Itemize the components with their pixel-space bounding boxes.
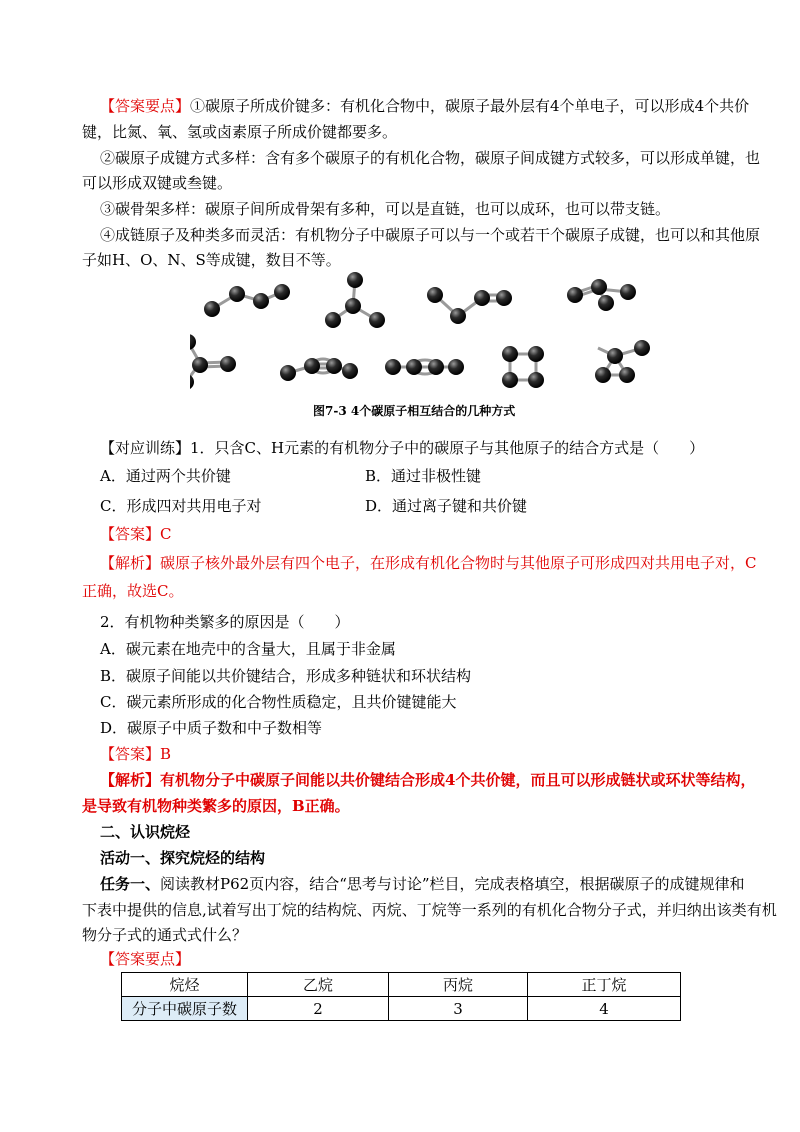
q1-tag: 【对应训练】 [100, 439, 191, 457]
table-cell: 4 [528, 997, 681, 1021]
q1-stem: 1．只含C、H元素的有机物分子中的碳原子与其他原子的结合方式是（ ） [190, 439, 705, 457]
task-line-3: 物分子式的通式式什么？ [82, 926, 248, 944]
answer-points-line-1: 【答案要点】①碳原子所成价键多：有机化合物中，碳原子最外层有4个单电子，可以形成4个共价 [100, 97, 750, 115]
q2-option-b: B．碳原子间能以共价键结合，形成多种链状和环状结构 [100, 667, 472, 685]
q1-option-a: A．通过两个共价键 [100, 467, 231, 485]
q1-option-b: B．通过非极性键 [365, 467, 482, 485]
answer-points-line-3: ②碳原子成键方式多样：含有多个碳原子的有机化合物，碳原子间成键方式较多，可以形成单键，也 [100, 149, 761, 167]
task-tag: 任务一、 [100, 875, 161, 893]
section-answer-tag: 【答案要点】 [100, 950, 191, 968]
answer-points-line-5: ③碳骨架多样：碳原子间所成骨架有多种，可以是直链，也可以成环，也可以带支链。 [100, 200, 671, 218]
answer-points-tag: 【答案要点】 [100, 97, 191, 115]
q2-option-a: A．碳元素在地壳中的含量大，且属于非金属 [100, 640, 396, 658]
table-cell: 2 [248, 997, 389, 1021]
q2-analysis-line-2: 是导致有机物种类繁多的原因，B正确。 [82, 797, 350, 815]
q2-answer: 【答案】B [100, 745, 172, 763]
table-header-cell: 丙烷 [389, 973, 528, 997]
q2-option-c: C．碳元素所形成的化合物性质稳定，且共价键键能大 [100, 693, 457, 711]
task-line-1: 任务一、阅读教材P62页内容，结合“思考与讨论”栏目，完成表格填空，根据碳原子的成键规律和 [100, 875, 745, 893]
table-header-row [122, 973, 681, 997]
table-cell: 3 [389, 997, 528, 1021]
table-row-label: 分子中碳原子数 [122, 997, 248, 1021]
activity-heading: 活动一、探究烷烃的结构 [100, 849, 266, 867]
q2-stem: 2．有机物种类繁多的原因是（ ） [100, 613, 350, 631]
answer-points-line-6: ④成链原子及种类多而灵活：有机物分子中碳原子可以与一个或若干个碳原子成键，也可以和其他原 [100, 226, 761, 244]
table-header-cell: 烷烃 [122, 973, 248, 997]
table-header-cell: 乙烷 [248, 973, 389, 997]
q1-analysis-line-1: 【解析】碳原子核外最外层有四个电子，在形成有机化合物时与其他原子可形成四对共用电子对，C [100, 554, 757, 572]
answer-points-line-4: 可以形成双键或叁键。 [82, 174, 233, 192]
q1-option-c: C．形成四对共用电子对 [100, 497, 262, 515]
q2-analysis-line-1: 【解析】有机物分子中碳原子间能以共价键结合形成4个共价键，而且可以形成链状或环状等结构， [100, 771, 756, 789]
section-heading: 二、认识烷烃 [100, 823, 191, 841]
q2-option-d: D．碳原子中质子数和中子数相等 [100, 719, 323, 737]
task-line-2: 下表中提供的信息,试着写出丁烷的结构烷、丙烷、丁烷等一系列的有机化合物分子式，并归纳出该类有机 [82, 901, 777, 919]
q1-stem-line [100, 438, 704, 458]
q1-answer: 【答案】C [100, 525, 172, 543]
figure-caption: 图7-3 4个碳原子相互结合的几种方式 [313, 404, 516, 418]
q1-option-d: D．通过离子键和共价键 [365, 497, 528, 515]
answer-points-line-7: 子如H、O、N、S等成键，数目不等。 [82, 251, 341, 269]
table-header-cell: 正丁烷 [528, 973, 681, 997]
answer-points-line-2: 键，比氮、氧、氢或卤素原子所成价键都要多。 [82, 123, 398, 141]
q1-analysis-line-2: 正确，故选C。 [82, 582, 184, 600]
alkane-table [121, 972, 681, 1021]
table-row [122, 997, 681, 1021]
